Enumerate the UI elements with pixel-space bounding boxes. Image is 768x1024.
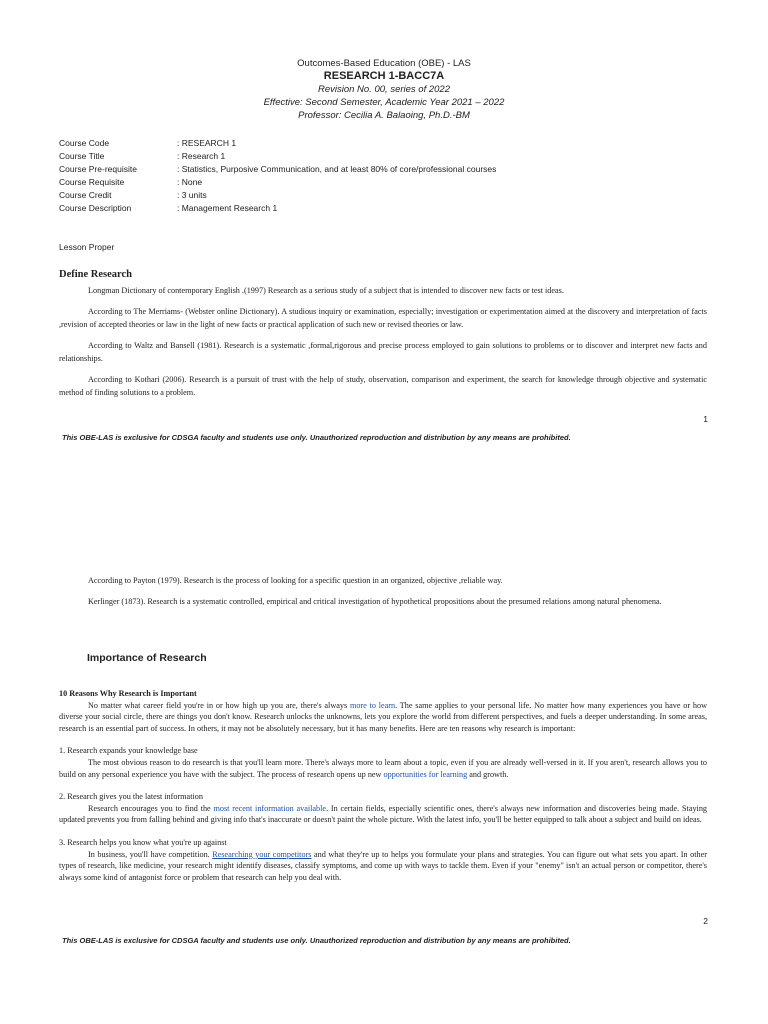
course-info-value: : Research 1 [177,151,226,161]
course-info-row [59,164,496,177]
text-span: Research encourages you to find the [88,803,214,813]
reasons-title: 10 Reasons Why Research is Important [59,689,197,698]
reason-paragraph [59,803,707,826]
reason-paragraph [59,757,707,780]
intro-paragraph [59,700,707,735]
document-page-1 [0,0,768,460]
course-info-label: Course Pre-requisite [59,164,137,174]
course-info-row [59,177,496,190]
reason-paragraph [59,849,707,884]
paragraph: Kerlinger (1873). Research is a systematic controlled, empirical and critical investigation of hypothetical propositions about the presumed relations among natural phenomena. [88,597,662,606]
definitions-continued [59,574,707,608]
lesson-proper-label: Lesson Proper [59,242,115,252]
paragraph: Longman Dictionary of contemporary English .(1997) Research as a serious study of a subject that is intended to discover new facts or test ideas. [88,286,564,295]
text-span: In business, you'll have competition. [88,849,213,859]
document-title: RESEARCH 1-BACC7A [323,70,445,82]
reason-title: 1. Research expands your knowledge base [59,746,198,756]
text-span: The most obvious reason to do research is that you'll learn more. There's always more to learn about a topic, even if you are already well-versed in it. If you aren't, research allows you to build on any personal experience you have with the subject. The process of research opens up new [59,757,707,779]
more-to-learn-link[interactable]: more to learn [349,700,396,710]
recent-information-link[interactable]: most recent information available [213,803,327,813]
course-info-row [59,190,496,203]
paragraph: According to Payton (1979). Research is the process of looking for a specific question in an organized, objective ,reliable way. [88,576,503,585]
course-info-label: Course Description [59,203,132,213]
course-info-label: Course Code [59,138,110,148]
researching-competitors-link[interactable]: Researching your competitors [212,849,312,859]
course-info-table [59,138,496,216]
effective-line: Effective: Second Semester, Academic Year 2021 – 2022 [263,97,505,108]
importance-body [59,688,707,883]
define-research-body [59,284,707,399]
text-span: and growth. [467,769,509,779]
document-header [0,57,768,122]
course-info-value: : Management Research 1 [177,203,278,213]
professor-line: Professor: Cecilia A. Balaoing, Ph.D.-BM [298,110,470,121]
page-footer: This OBE-LAS is exclusive for CDSGA faculty and students use only. Unauthorized reproduction and distribution by any means are prohibited. [62,936,571,945]
revision-line: Revision No. 00, series of 2022 [317,84,451,95]
course-info-value: : 3 units [177,190,207,200]
text-span: . The same applies to your personal life. No matter how many experiences you have or how diverse your social circle, there are things you don't know. Research unlocks the unknowns, lets you explore the world from different perspectives, and fuels a deeper understanding. In some areas, research is an essential part of success. In others, it may not be absolutely necessary, but it has many benefits. Here are ten reasons why research is important: [59,700,707,733]
course-info-label: Course Requisite [59,177,125,187]
paragraph: According to Kothari (2006). Research is a pursuit of trust with the help of study, observation, comparison and experiment, the search for knowledge through objective and systematic method of finding solutions to a problem. [59,375,707,397]
text-span: No matter what career field you're in or how high up you are, there's always [88,700,350,710]
course-info-value: : None [177,177,203,187]
course-info-row [59,203,496,216]
text-span: . In certain fields, especially scientific ones, there's always new information and discoveries being made. Staying updated prevents you from falling behind and giving info that's inaccurate or doesn't paint the whole picture. With the latest info, you'll be better equipped to talk about a subject and build on ideas. [59,803,708,825]
course-info-value: : Statistics, Purposive Communication, and at least 80% of core/professional courses [177,164,497,174]
importance-heading: Importance of Research [87,652,207,664]
course-info-label: Course Title [59,151,105,161]
paragraph: According to The Merriams- (Webster online Dictionary). A studious inquiry or examination, especially; investigation or experimentation aimed at the discovery and interpretation of facts ,revision of accepted theories or law in the light of new facts or practical application of such new or revised theories or law. [59,307,707,329]
reason-title: 2. Research gives you the latest information [59,792,203,802]
course-info-row [59,151,496,164]
paragraph: According to Waltz and Bansell (1981). Research is a systematic ,formal,rigorous and precise process employed to gain solutions to problems or to discover and interpret new facts and relationships. [59,341,707,363]
page-footer: This OBE-LAS is exclusive for CDSGA faculty and students use only. Unauthorized reproduction and distribution by any means are prohibited. [62,433,571,442]
course-info-label: Course Credit [59,190,112,200]
text-span: and what they're up to helps you formulate your plans and strategies. You can figure out what sets you apart. In other types of research, like medicine, your research might identify diseases, classify symptoms, and come up with ways to tackle them. Even if your "enemy" isn't an actual person or competitor, there's always some kind of antagonist force or problem that research can help you deal with. [59,849,707,882]
course-info-row [59,138,496,151]
page-number: 1 [703,414,708,424]
define-research-heading: Define Research [59,269,132,280]
document-page-2 [0,560,768,1024]
opportunities-link[interactable]: opportunities for learning [383,769,468,779]
page-number: 2 [703,916,708,926]
course-info-value: : RESEARCH 1 [177,138,237,148]
reason-title: 3. Research helps you know what you're up against [59,837,227,847]
header-line: Outcomes-Based Education (OBE) - LAS [297,58,471,69]
